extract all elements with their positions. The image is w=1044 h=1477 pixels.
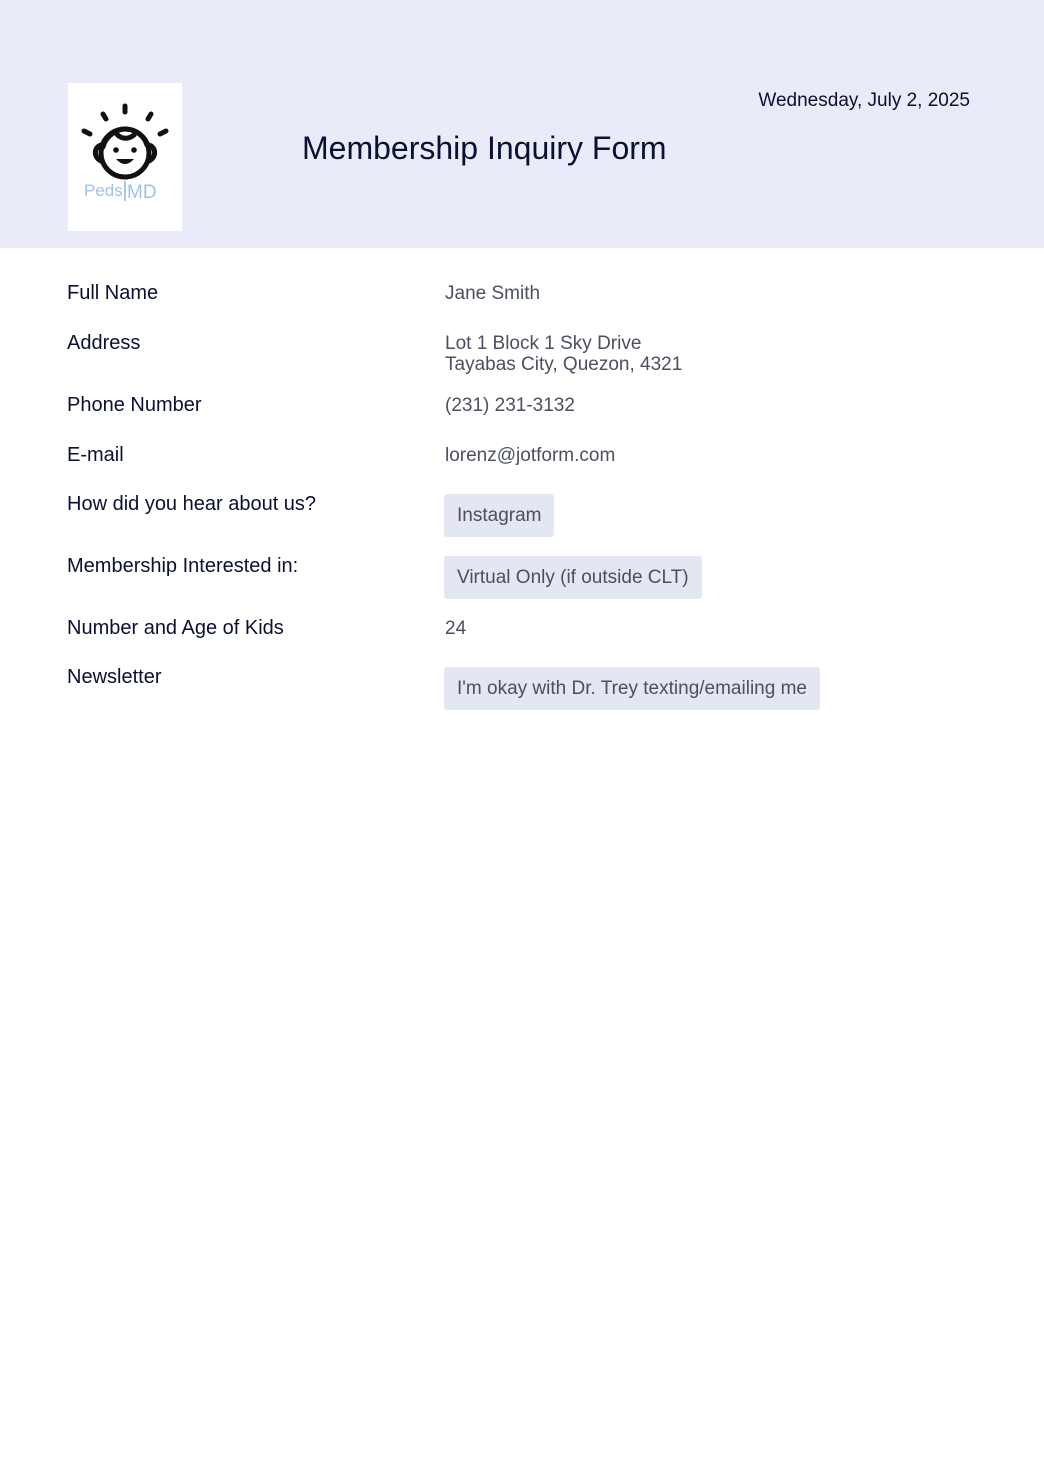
logo-text-right: MD <box>127 182 157 203</box>
field-label: E-mail <box>67 444 124 466</box>
field-label: Membership Interested in: <box>67 555 299 577</box>
field-label: Phone Number <box>67 394 202 416</box>
field-value: (231) 231-3132 <box>445 395 575 416</box>
kid-face-icon <box>68 83 182 231</box>
field-value <box>445 333 682 375</box>
address-line-1: Lot 1 Block 1 Sky Drive <box>445 333 642 354</box>
field-label: Number and Age of Kids <box>67 617 284 639</box>
pedsmd-logo <box>68 83 182 231</box>
field-label: Newsletter <box>67 666 162 688</box>
answer-chip: Instagram <box>444 494 554 537</box>
field-value: Jane Smith <box>445 283 541 304</box>
field-label: How did you hear about us? <box>67 493 317 515</box>
field-label: Address <box>67 332 141 354</box>
form-header <box>0 0 1044 248</box>
answer-chip: Virtual Only (if outside CLT) <box>444 556 702 599</box>
field-value: lorenz@jotform.com <box>445 445 616 466</box>
form-date: Wednesday, July 2, 2025 <box>758 90 970 111</box>
answer-chip: I'm okay with Dr. Trey texting/emailing me <box>444 667 820 710</box>
logo-text-left: Peds <box>84 181 123 200</box>
address-line-2: Tayabas City, Quezon, 4321 <box>445 354 683 375</box>
field-value: 24 <box>445 618 467 639</box>
page-title: Membership Inquiry Form <box>302 130 667 166</box>
field-label: Full Name <box>67 282 159 304</box>
